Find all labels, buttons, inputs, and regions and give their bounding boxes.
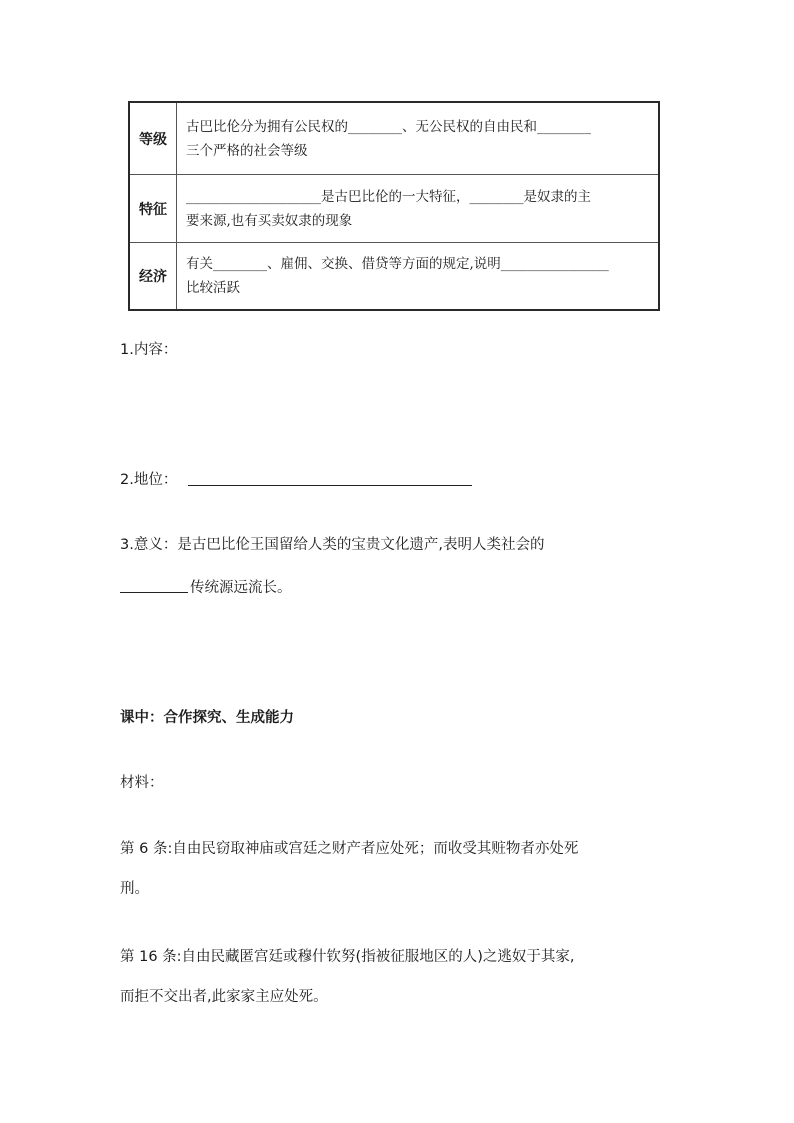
article-6-line-2: 刑。 [120, 881, 149, 897]
row-content [186, 243, 654, 309]
article-6-line-1: 第 6 条:自由民窃取神庙或宫廷之财产者应处死；而收受其赃物者亦处死 [120, 841, 579, 857]
row-line: 有关________、雇佣、交换、借贷等方面的规定,说明________________ [186, 256, 609, 272]
table-row-economy [130, 243, 658, 309]
section-heading: 课中：合作探究、生成能力 [120, 710, 294, 726]
row-line: 比较活跃 [186, 280, 240, 296]
row-label: 等级 [130, 103, 177, 174]
row-label: 经济 [130, 243, 177, 309]
row-line: 古巴比伦分为拥有公民权的________、无公民权的自由民和________ [186, 118, 591, 135]
row-line: ____________________是古巴比伦的一大特征，________是奴隶的主 [186, 188, 591, 205]
row-line: 三个严格的社会等级 [186, 142, 308, 159]
table-row-rank [130, 103, 658, 175]
significance-line-1: 3.意义：是古巴比伦王国留给人类的宝贵文化遗产,表明人类社会的 [120, 537, 545, 553]
significance-line-2: 传统源远流长。 [190, 580, 292, 596]
table-row-feature [130, 175, 658, 243]
row-content [186, 103, 654, 174]
row-label: 特征 [130, 175, 177, 242]
status-label: 2.地位： [120, 472, 178, 488]
article-16-line-1: 第 16 条:自由民藏匿宫廷或穆什钦努(指被征服地区的人)之逃奴于其家, [120, 949, 575, 965]
status-answer-line [188, 485, 472, 486]
social-structure-table [128, 101, 660, 311]
row-line: 要来源,也有买卖奴隶的现象 [186, 212, 353, 229]
content-label: 1.内容： [120, 342, 178, 358]
row-content [186, 175, 654, 242]
material-label: 材料： [120, 775, 164, 791]
article-16-line-2: 而拒不交出者,此家家主应处死。 [120, 989, 328, 1005]
significance-answer-line [120, 592, 188, 593]
